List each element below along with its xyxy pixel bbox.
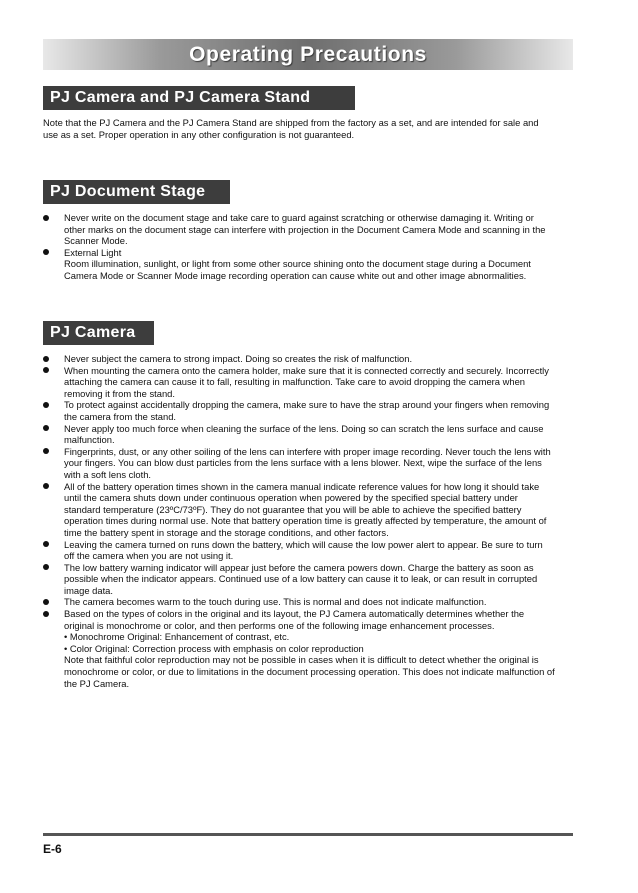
list-item: [43, 247, 555, 282]
list-item: [43, 608, 555, 689]
list-item: [43, 423, 555, 446]
bullet-icon: [43, 215, 49, 221]
list-item: [43, 446, 555, 481]
bullet-icon: [43, 425, 49, 431]
list-item-note: Note that faithful color reproduction may not be possible in cases when it is difficult to detect whether the original is monochrome or color, or due to limitations in the document processing operation. This does not indicate malfunction of the PJ Camera.: [64, 654, 555, 689]
list-item-text: Never apply too much force when cleaning the surface of the lens. Doing so can scratch the lens surface and cause malfunction.: [64, 422, 544, 446]
footer-divider: [43, 833, 573, 836]
list-item: [43, 399, 555, 422]
list-item: [43, 212, 555, 247]
page-title: Operating Precautions: [189, 42, 427, 66]
bullet-icon: [43, 541, 49, 547]
list-item: [43, 562, 555, 597]
list-item-text: External Light: [64, 246, 122, 258]
list-item: [43, 365, 555, 400]
list-item-text: Never subject the camera to strong impact. Doing so creates the risk of malfunction.: [64, 353, 413, 364]
bullet-icon: [43, 564, 49, 570]
list-item-subpoint: • Color Original: Correction process with emphasis on color reproduction: [64, 642, 364, 654]
list-item-text: When mounting the camera onto the camera holder, make sure that it is connected correctly and securely. Incorrectly attaching the camera can cause it to fall, resulting in malfunction. Take care to avoid dropping the camera when removing it from the stand.: [64, 364, 549, 399]
bullet-icon: [43, 448, 49, 454]
list-item-subpoint: • Monochrome Original: Enhancement of contrast, etc.: [64, 631, 290, 643]
list-item-text: All of the battery operation times shown in the camera manual indicate reference values for how long it should take until the camera shuts down under continuous operation when powered by the specified special battery under standard temperature (23ºC/73ºF). They do not guarantee that you will be able to achieve the specified battery operation times during normal use. Note that battery operation time is greatly affected by temperature, the amount of time the battery spent in storage and the storage conditions, and other factors.: [64, 480, 547, 538]
document-stage-list: [43, 212, 555, 282]
camera-precautions-list: [43, 353, 555, 689]
list-item-text: The camera becomes warm to the touch during use. This is normal and does not indicate malfunction.: [64, 596, 487, 608]
bullet-icon: [43, 356, 49, 362]
list-item-detail: Room illumination, sunlight, or light from some other source shining onto the document stage during a Document Camera Mode or Scanner Mode image recording operation can cause white out and other image abnormalities.: [64, 258, 531, 281]
bullet-icon: [43, 249, 49, 255]
section-heading-camera: PJ Camera: [43, 321, 154, 345]
page-number: E-6: [43, 842, 62, 856]
title-banner: [43, 39, 573, 70]
list-item-text: To protect against accidentally dropping the camera, make sure to have the strap around your fingers when removing the camera from the stand.: [64, 399, 550, 422]
list-item-text: The low battery warning indicator will appear just before the camera powers down. Charge the battery as soon as possible when the indicator appears. Continued use of a low battery can cause it to leak, or can result in corrupted image data.: [64, 561, 538, 596]
bullet-icon: [43, 402, 49, 408]
camera-and-stand-paragraph: Note that the PJ Camera and the PJ Camera Stand are shipped from the factory as a set, and are intended for sale and use as a set. Proper operation in any other configuration is not guaranteed.: [43, 117, 539, 140]
bullet-icon: [43, 599, 49, 605]
list-item-text: Leaving the camera turned on runs down the battery, which will cause the low power alert to appear. Be sure to turn off the camera when you are not using it.: [64, 538, 543, 562]
list-item: [43, 481, 555, 539]
list-item: [43, 353, 555, 365]
bullet-icon: [43, 367, 49, 373]
bullet-icon: [43, 611, 49, 617]
section-heading-document-stage: PJ Document Stage: [43, 180, 230, 204]
bullet-icon: [43, 483, 49, 489]
list-item: [43, 596, 555, 608]
list-item-text: Never write on the document stage and take care to guard against scratching or otherwise damaging it. Writing or other marks on the document stage can interfere with projection in the Document Camera Mode and scanning in the Scanner Mode.: [64, 212, 546, 247]
section-heading-camera-and-stand: PJ Camera and PJ Camera Stand: [43, 86, 355, 110]
list-item: [43, 539, 555, 562]
list-item-text: Based on the types of colors in the original and its layout, the PJ Camera automatically determines whether the original is monochrome or color, and then performs one of the following image enhancement processes.: [64, 608, 525, 631]
list-item-text: Fingerprints, dust, or any other soiling of the lens can interfere with proper image recording. Never touch the lens with your fingers. You can blow dust particles from the lens surface with a lens blower. Next, wipe the surface of the lens with a soft lens cloth.: [64, 445, 551, 480]
